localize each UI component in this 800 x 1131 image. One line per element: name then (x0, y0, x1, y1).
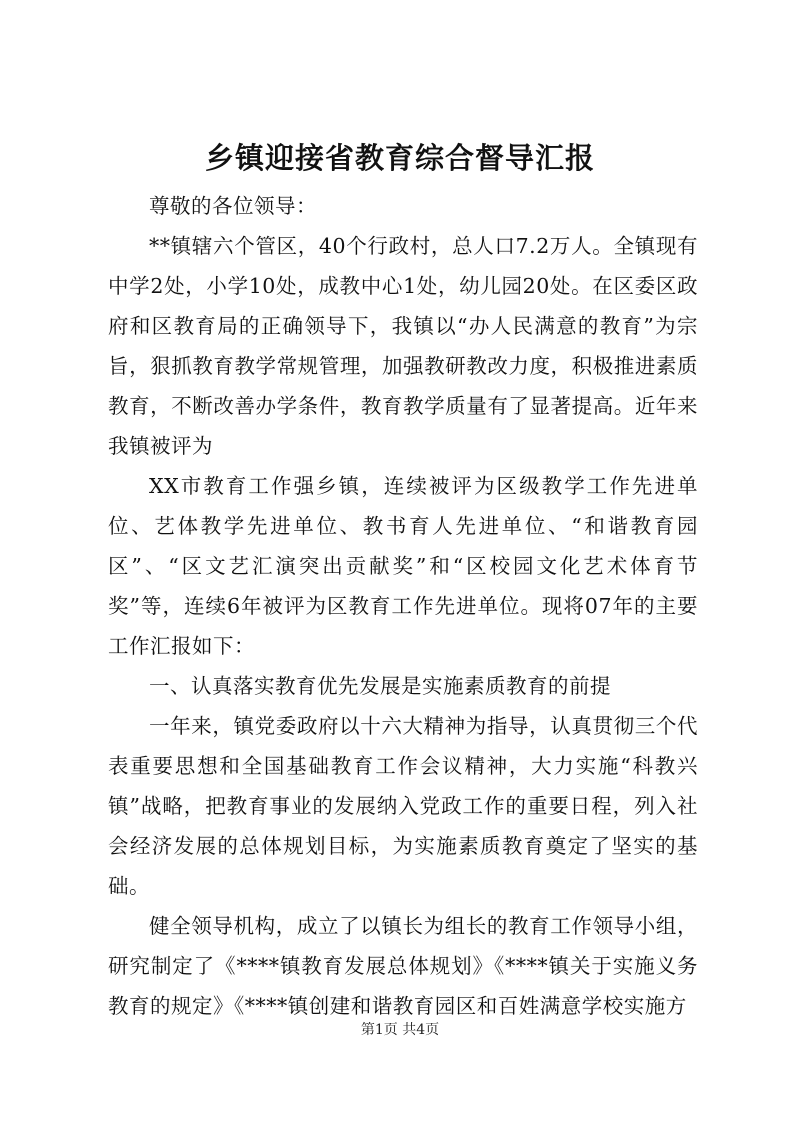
paragraph-section-1-intro: 一年来，镇党委政府以十六大精神为指导，认真贯彻三个代表重要思想和全国基础教育工作会议精神，大力实施“科教兴镇”战略，把教育事业的发展纳入党政工作的重要日程，列入社会经济发展的总体规划目标，为实施素质教育奠定了坚实的基础。 (108, 714, 698, 898)
page-footer: 第1页 共4页 (360, 1022, 440, 1038)
document-body (108, 186, 698, 1026)
paragraph-honors: XX市教育工作强乡镇，连续被评为区级教学工作先进单位、艺体教学先进单位、教书育人先进单位、“和谐教育园区”、“区文艺汇演突出贡献奖”和“区校园文化艺术体育节奖”等，连续6年被评为区教育工作先进单位。现将07年的主要工作汇报如下： (108, 474, 698, 658)
document-title: 乡镇迎接省教育综合督导汇报 (204, 141, 595, 175)
paragraph-overview: **镇辖六个管区，40个行政村，总人口7.2万人。全镇现有中学2处，小学10处，成教中心1处，幼儿园20处。在区委区政府和区教育局的正确领导下，我镇以“办人民满意的教育”为宗旨，狠抓教育教学常规管理，加强教研教改力度，积极推进素质教育，不断改善办学条件，教育教学质量有了显著提高。近年来我镇被评为 (108, 234, 698, 458)
paragraph-leadership: 健全领导机构，成立了以镇长为组长的教育工作领导小组，研究制定了《****镇教育发展总体规划》《****镇关于实施义务教育的规定》《****镇创建和谐教育园区和百姓满意学校实施方 (108, 914, 698, 1018)
section-heading-1: 一、认真落实教育优先发展是实施素质教育的前提 (149, 674, 611, 698)
paragraph-salutation: 尊敬的各位领导： (149, 194, 317, 218)
